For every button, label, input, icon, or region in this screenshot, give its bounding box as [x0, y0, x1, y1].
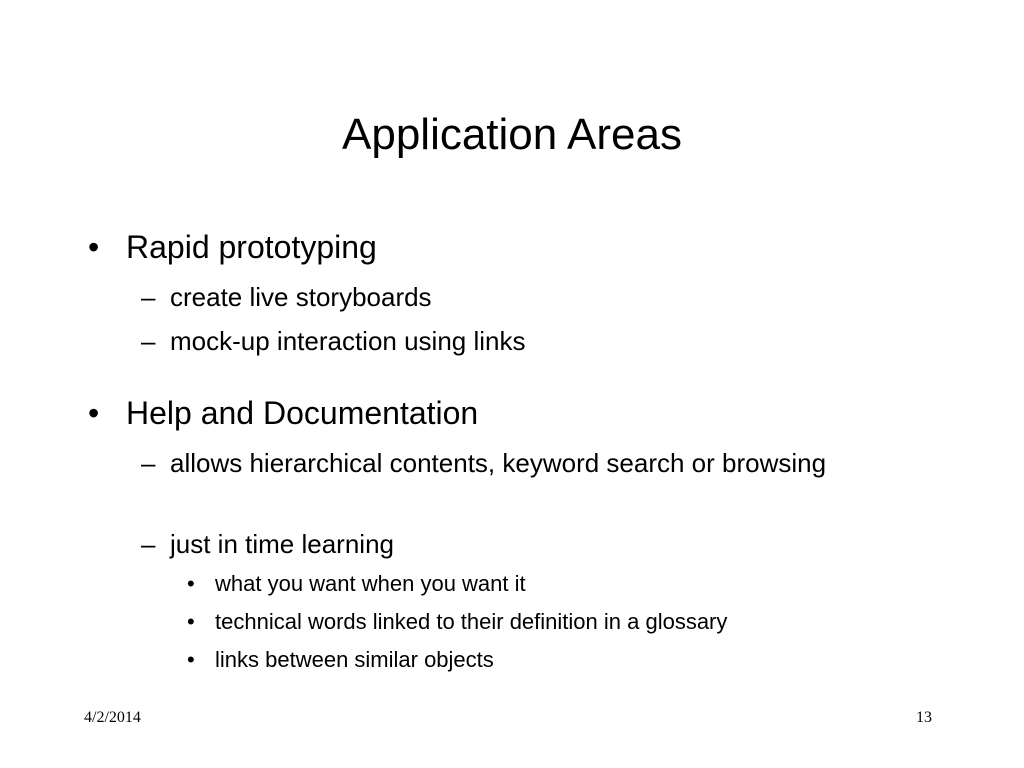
bullet-text: Help and Documentation — [126, 395, 479, 431]
bullet-marker: • — [88, 395, 100, 431]
subitem-text: create live storyboards — [170, 282, 432, 312]
subitem-text: allows hierarchical contents, keyword search or browsing — [170, 448, 827, 478]
bullet-text: Rapid prototyping — [126, 229, 377, 265]
dash-marker: – — [141, 326, 156, 356]
dash-marker: – — [141, 448, 156, 478]
bullet-marker: • — [187, 647, 195, 672]
subitem-text: just in time learning — [170, 529, 394, 559]
subitem-text: mock-up interaction using links — [170, 326, 526, 356]
subsubitem-text: technical words linked to their definition in a glossary — [215, 609, 728, 634]
bullet-marker: • — [88, 229, 100, 265]
bullet-marker: • — [187, 571, 195, 596]
subsubitem-text: what you want when you want it — [215, 571, 526, 596]
footer-date: 4/2/2014 — [84, 709, 141, 726]
footer-page-number: 13 — [916, 709, 932, 726]
dash-marker: – — [141, 282, 156, 312]
dash-marker: – — [141, 529, 156, 559]
slide-title: Application Areas — [342, 110, 682, 159]
bullet-marker: • — [187, 609, 195, 634]
subsubitem-text: links between similar objects — [215, 647, 494, 672]
